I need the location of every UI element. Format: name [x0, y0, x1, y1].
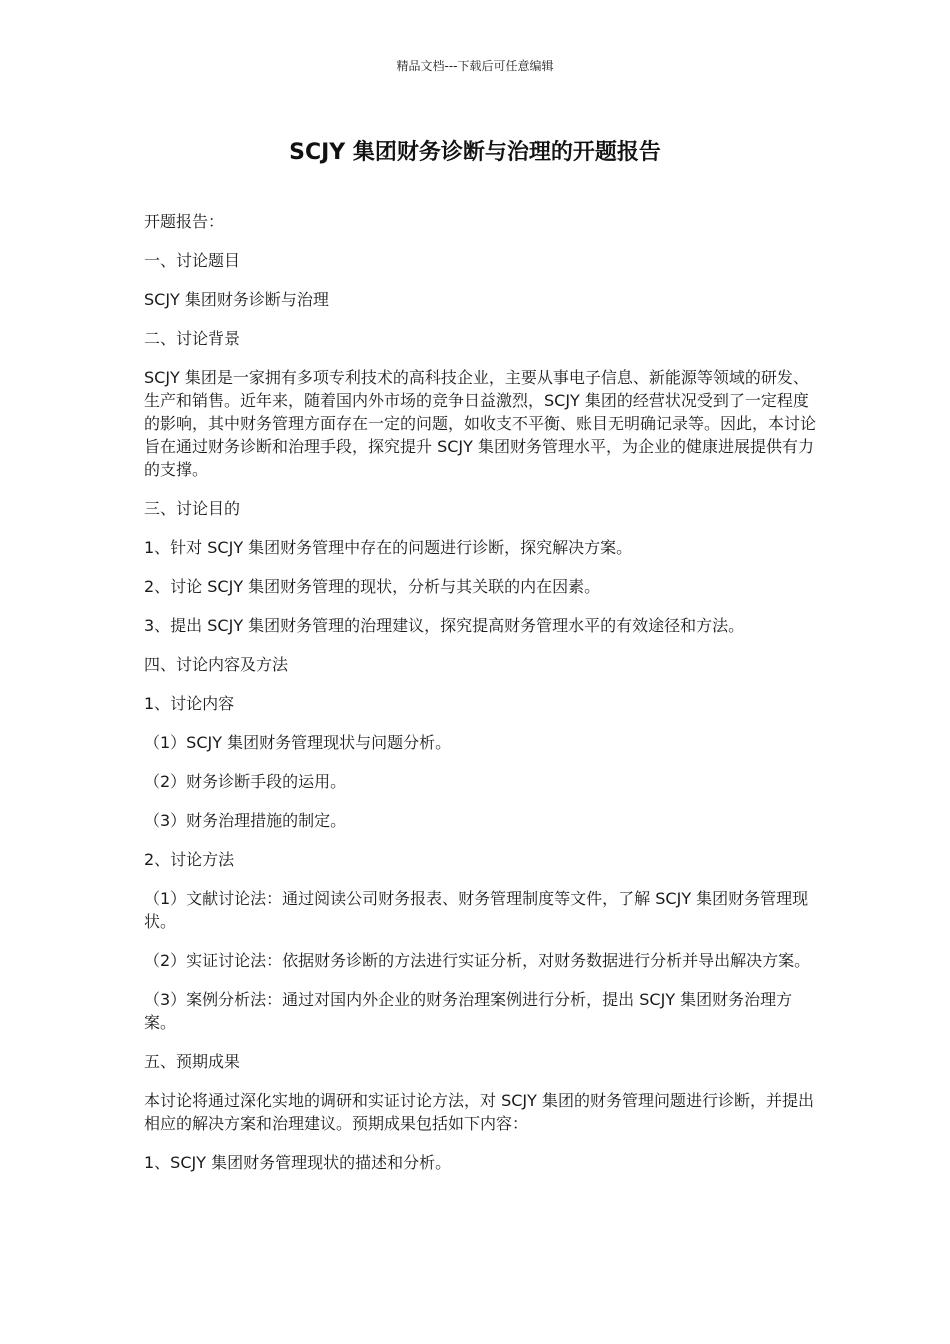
heading-topic: 一、讨论题目 [144, 251, 241, 270]
heading-background: 二、讨论背景 [144, 329, 241, 348]
content-item-3: （3）财务治理措施的制定。 [144, 811, 347, 830]
document-title: SCJY 集团财务诊断与治理的开题报告 [289, 140, 661, 165]
subheading-content: 1、讨论内容 [144, 694, 235, 713]
purpose-item-1: 1、针对 SCJY 集团财务管理中存在的问题进行诊断，探究解决方案。 [144, 538, 633, 557]
content-item-1: （1）SCJY 集团财务管理现状与问题分析。 [144, 733, 452, 752]
content-item-2: （2）财务诊断手段的运用。 [144, 772, 347, 791]
paragraph-expected-results: 本讨论将通过深化实地的调研和实证讨论方法，对 SCJY 集团的财务管理问题进行诊断，并提出相应的解决方案和治理建议。预期成果包括如下内容： [144, 1091, 814, 1133]
paragraph-topic: SCJY 集团财务诊断与治理 [144, 290, 329, 309]
method-item-1: （1）文献讨论法：通过阅读公司财务报表、财务管理制度等文件，了解 SCJY 集团财务管理现状。 [144, 889, 809, 931]
heading-content-methods: 四、讨论内容及方法 [144, 655, 289, 674]
header-note: 精品文档---下载后可任意编辑 [396, 59, 554, 73]
paragraph-report-label: 开题报告： [144, 212, 225, 231]
method-item-2: （2）实证讨论法：依据财务诊断的方法进行实证分析，对财务数据进行分析并导出解决方案。 [144, 951, 811, 970]
method-item-3: （3）案例分析法：通过对国内外企业的财务治理案例进行分析，提出 SCJY 集团财务治理方案。 [144, 990, 793, 1032]
result-item-1: 1、SCJY 集团财务管理现状的描述和分析。 [144, 1153, 452, 1172]
purpose-item-3: 3、提出 SCJY 集团财务管理的治理建议，探究提高财务管理水平的有效途径和方法。 [144, 616, 745, 635]
subheading-methods: 2、讨论方法 [144, 850, 235, 869]
document-body [144, 210, 816, 1190]
heading-expected-results: 五、预期成果 [144, 1052, 241, 1071]
heading-purpose: 三、讨论目的 [144, 499, 241, 518]
paragraph-background: SCJY 集团是一家拥有多项专利技术的高科技企业，主要从事电子信息、新能源等领域的研发、生产和销售。近年来，随着国内外市场的竞争日益激烈，SCJY 集团的经营状况受到了一定程度的影响，其中财务管理方面存在一定的问题，如收支不平衡、账目无明确记录等。因此，本讨论旨在通过财务诊断和治理手段，探究提升 SCJY 集团财务管理水平，为企业的健康进展提供有力的支撑。 [144, 368, 817, 479]
purpose-item-2: 2、讨论 SCJY 集团财务管理的现状，分析与其关联的内在因素。 [144, 577, 601, 596]
